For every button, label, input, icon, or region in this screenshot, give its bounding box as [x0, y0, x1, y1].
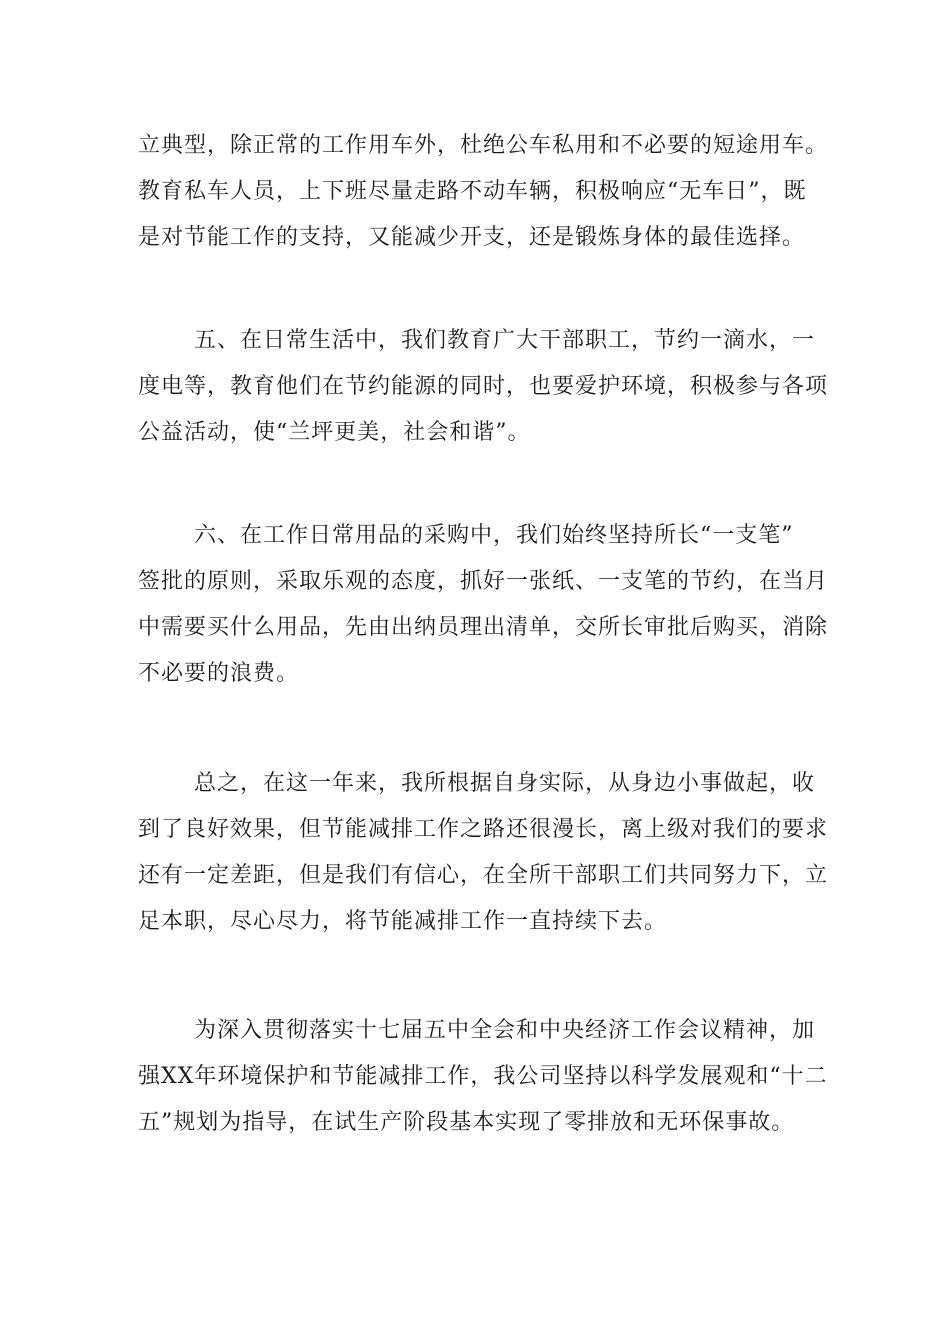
- paragraph-environmental-protection: [138, 1008, 828, 1146]
- text-line: 五”规划为指导，在试生产阶段基本实现了零排放和无环保事故。: [138, 1110, 795, 1135]
- text-line: 中需要买什么用品，先由出纳员理出清单，交所长审批后购买，消除: [138, 615, 829, 640]
- text-line: 到了良好效果，但节能减排工作之路还很漫长，离上级对我们的要求: [138, 817, 829, 842]
- paragraph-summary: [138, 761, 829, 945]
- paragraph-procurement: [138, 513, 829, 697]
- paragraph-daily-life: [138, 318, 829, 456]
- text-line: 为深入贯彻落实十七届五中全会和中央经济工作会议精神，加: [194, 1018, 816, 1043]
- text-line: 足本职，尽心尽力，将节能减排工作一直持续下去。: [138, 909, 668, 934]
- text-line: 五、在日常生活中，我们教育广大干部职工，节约一滴水，一: [194, 328, 816, 353]
- text-line: 是对节能工作的支持，又能减少开支，还是锻炼身体的最佳选择。: [138, 225, 806, 250]
- paragraph-vehicle-use: [138, 123, 829, 261]
- text-line: 总之，在这一年来，我所根据自身实际，从身边小事做起，收: [194, 771, 816, 796]
- text-line: 立典型，除正常的工作用车外，杜绝公车私用和不必要的短途用车。: [138, 133, 829, 158]
- text-line: 公益活动，使“兰坪更美，社会和谐”。: [138, 420, 531, 445]
- text-line: 不必要的浪费。: [138, 661, 300, 686]
- text-line: 六、在工作日常用品的采购中，我们始终坚持所长“一支笔”: [194, 523, 794, 548]
- text-line: 签批的原则，采取乐观的态度，抓好一张纸、一支笔的节约，在当月: [138, 569, 829, 594]
- text-line: 还有一定差距，但是我们有信心，在全所干部职工们共同努力下，立: [138, 863, 829, 888]
- text-line: 度电等，教育他们在节约能源的同时，也要爱护环境，积极参与各项: [138, 374, 829, 399]
- text-line: 强XX年环境保护和节能减排工作，我公司坚持以科学发展观和“十二: [138, 1064, 828, 1089]
- text-line: 教育私车人员，上下班尽量走路不动车辆，积极响应“无车日”，既: [138, 179, 807, 204]
